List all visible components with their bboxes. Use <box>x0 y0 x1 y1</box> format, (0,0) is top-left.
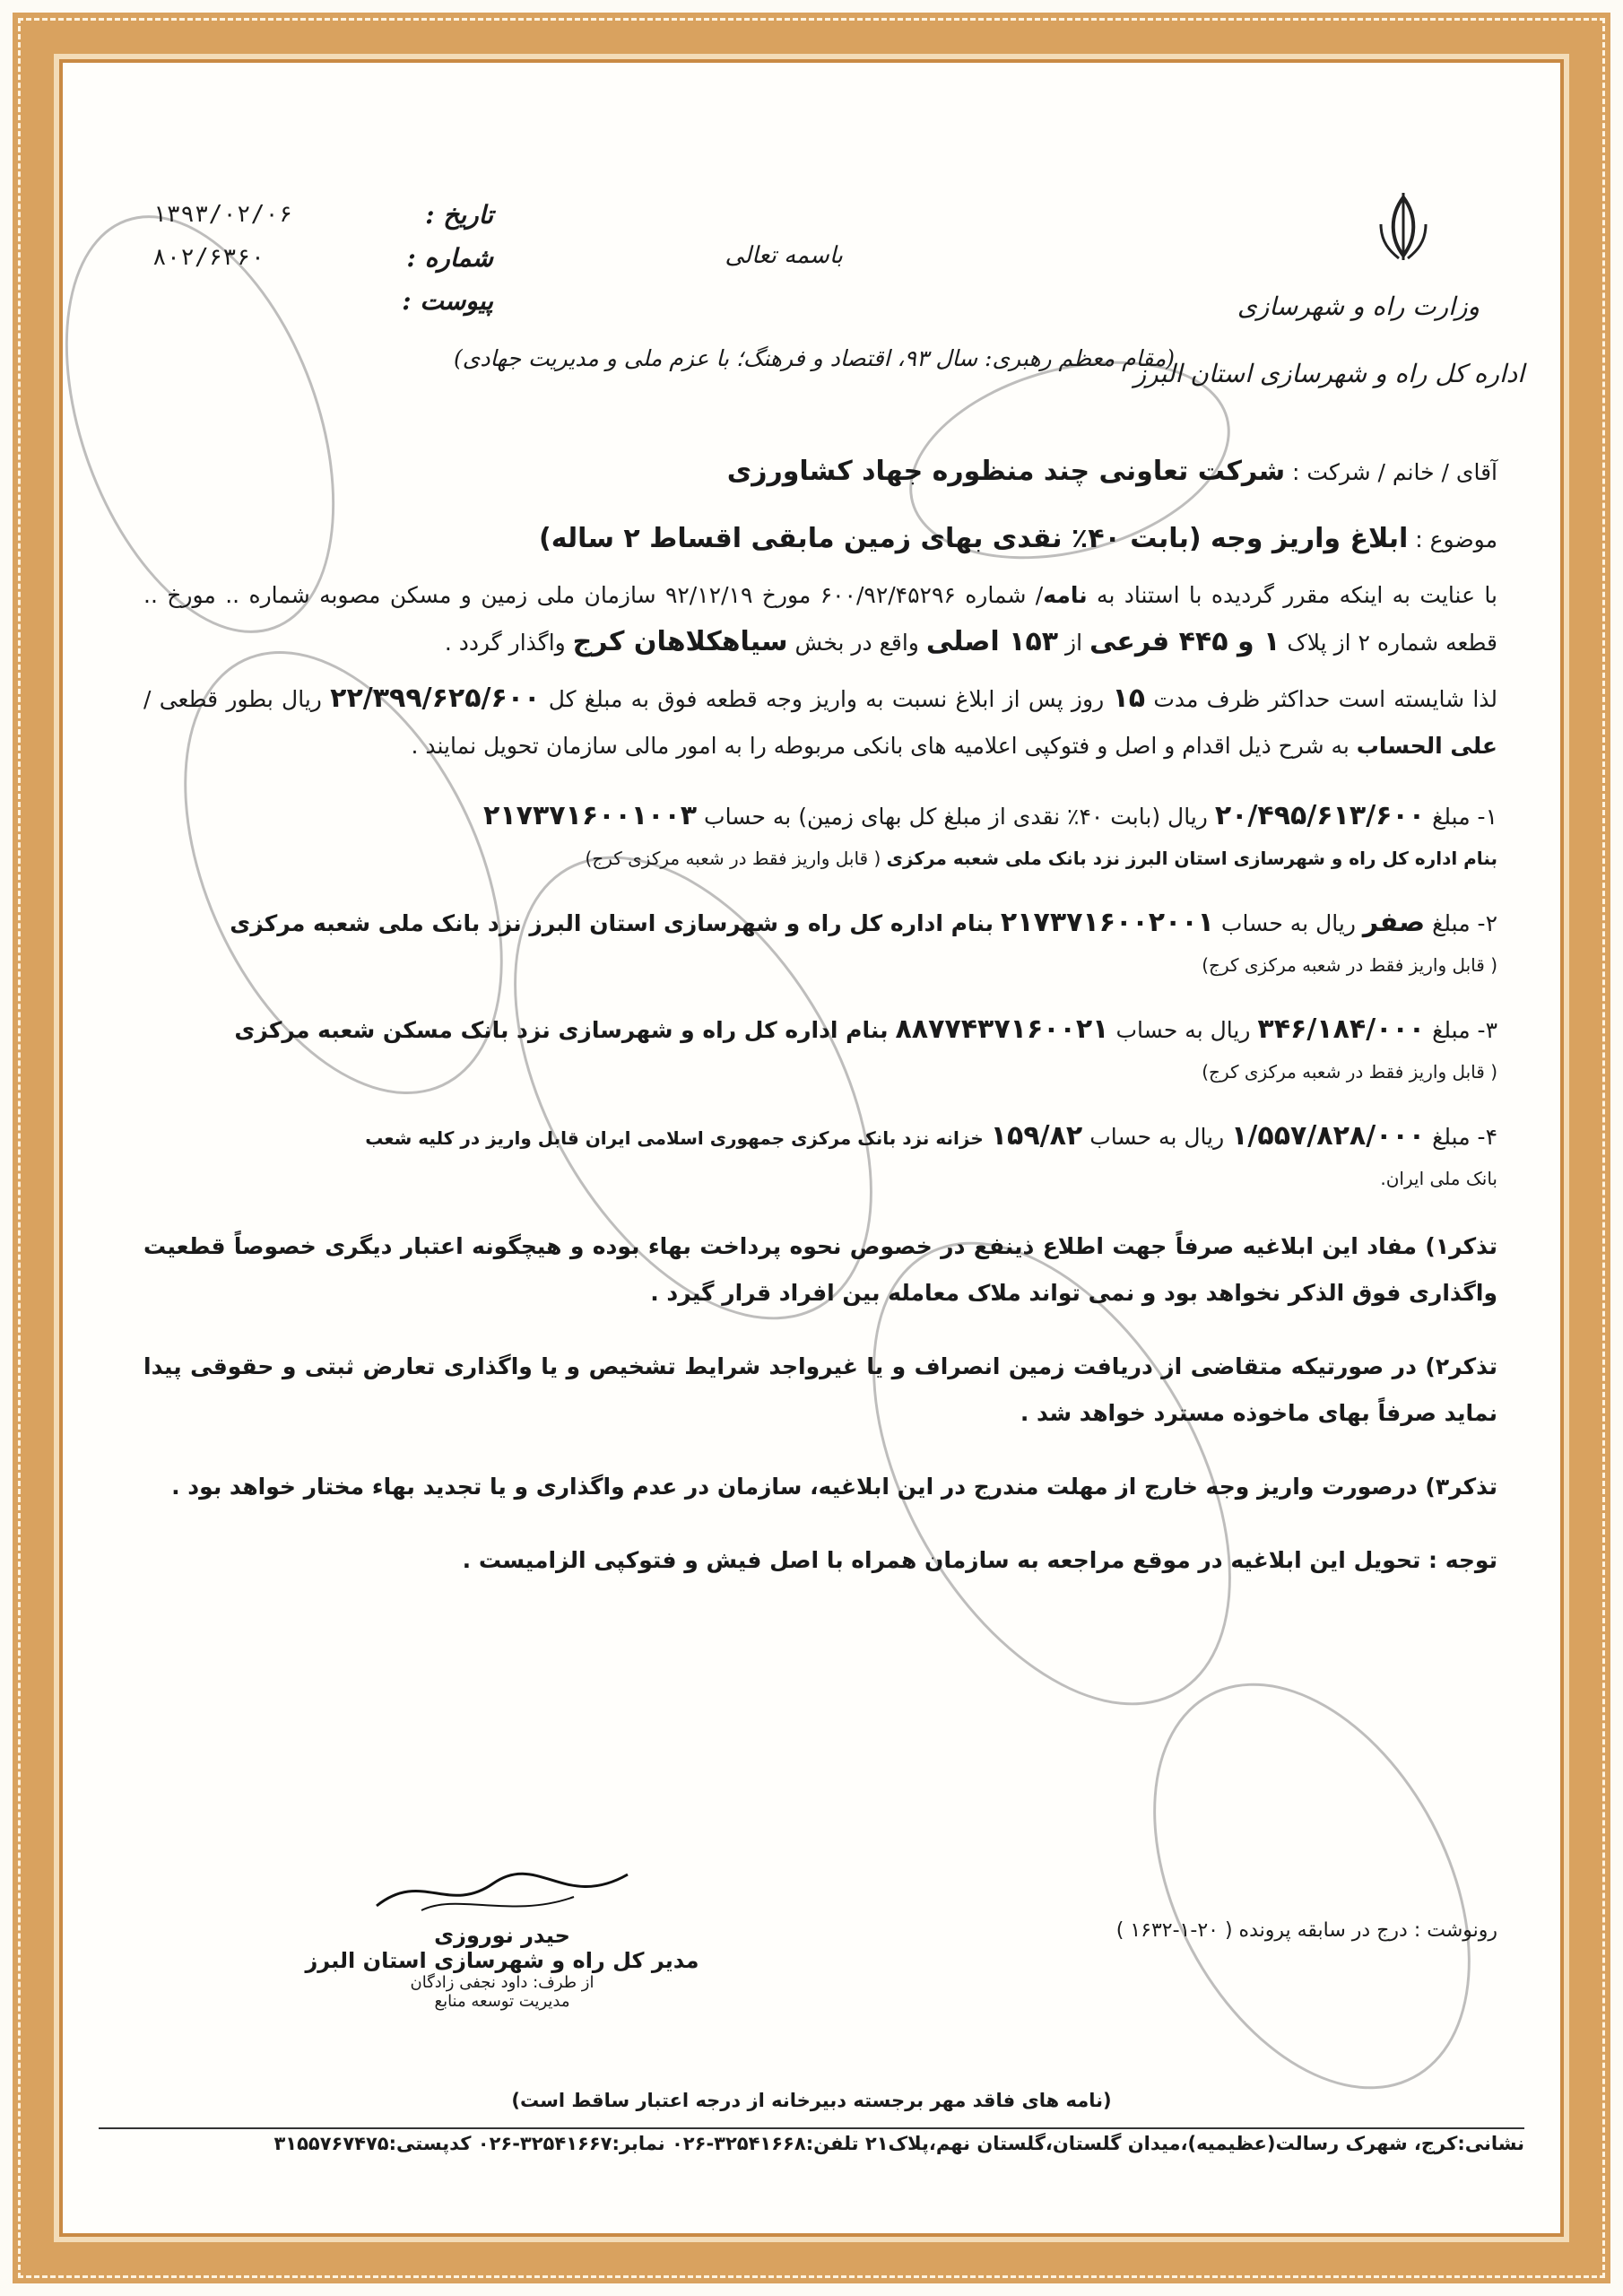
instruction-text: لذا شایسته است حداکثر ظرف مدت <box>1153 686 1498 712</box>
payment-note: ( قابل واریز فقط در شعبه مرکزی کرج) <box>1202 954 1497 976</box>
payment-account: ۱۵۹/۸۲ <box>990 1120 1083 1152</box>
payment-prefix: ۲- مبلغ <box>1432 910 1497 936</box>
letter-sheet <box>99 99 1524 2197</box>
days-count: ۱۵ <box>1112 683 1146 714</box>
intro-text: واقع در بخش <box>794 630 919 656</box>
subject-label: موضوع : <box>1415 526 1497 552</box>
letter-meta <box>152 193 493 322</box>
bakhsh-name: سیاهکلاهان کرج <box>572 626 788 657</box>
payment-prefix: ۱- مبلغ <box>1432 804 1497 830</box>
intro-nameh: نامه <box>1043 582 1088 608</box>
notice: توجه : تحویل این ابلاغیه در موقع مراجعه به سازمان همراه با اصل فیش و فتوکپی الزامیست . <box>462 1547 1497 1573</box>
number-label: شماره : <box>406 242 493 273</box>
department-name: اداره کل راه و شهرسازی استان البرز <box>1133 359 1524 388</box>
payment-item-4 <box>143 1113 1497 1196</box>
footer-address: نشانی:کرج، شهرک رسالت(عظیمیه)،میدان گلستان،گلستان نهم،پلاک۲۱ تلفن:۳۲۵۴۱۶۶۸-۰۲۶ نمابر:۳۲۵۴۱۶۶۷-۰۲۶ کدپستی:۳۱۵۵۷۶۷۴۷۵ <box>273 2133 1524 2154</box>
payment-account: ۲۱۷۳۷۱۶۰۰۱۰۰۳ <box>483 800 698 831</box>
payment-amount: ۱/۵۵۷/۸۲۸/۰۰۰ <box>1231 1120 1426 1152</box>
letter-body <box>143 448 1497 1584</box>
asli-number: ۱۵۳ اصلی <box>925 626 1059 657</box>
payment-account: ۸۸۷۷۴۳۷۱۶۰۰۲۱ <box>895 1013 1109 1045</box>
payment-amount: صفر <box>1362 907 1426 938</box>
number-value: ۸۰۲/۶۳۶۰ <box>152 244 265 271</box>
subject <box>143 516 1497 563</box>
signer-title: مدیر کل راه و شهرسازی استان البرز <box>305 1948 699 1973</box>
note-2: تذکر۲) در صورتیکه متقاضی از دریافت زمین انصراف و یا غیرواجد شرایط تشخیص و یا واگذاری تعارض ثبتی و حقوقی پیدا نماید صرفاً بهای ماخوذه مسترد خواهد شد . <box>143 1353 1497 1426</box>
note-3: تذکر۳) درصورت واریز وجه خارج از مهلت مندرج در این ابلاغیه، سازمان در عدم واگذاری و یا تجدید بهاء مختار خواهد بود . <box>171 1474 1497 1500</box>
intro-text: واگذار گردد . <box>444 630 566 656</box>
payment-item-2 <box>143 900 1497 983</box>
payment-text: ریال به حساب <box>1115 1017 1251 1043</box>
payment-note: بانک ملی ایران. <box>1380 1168 1497 1189</box>
signature-scribble-icon <box>368 1866 637 1919</box>
stamp-validity-note: (نامه های فاقد مهر برجسته دبیرخانه از درجه اعتبار ساقط است) <box>511 2090 1112 2111</box>
payment-account: ۲۱۷۳۷۱۶۰۰۲۰۰۱ <box>1000 907 1214 938</box>
signer-unit: مدیریت توسعه منابع <box>434 1992 570 2011</box>
payment-item-3 <box>143 1006 1497 1090</box>
watermark-arc <box>1089 1630 1535 2144</box>
date-row <box>152 193 493 236</box>
motto: (مقام معظم رهبری: سال ۹۳، اقتصاد و فرهنگ؛ با عزم ملی و مدیریت جهادی) <box>454 345 1175 371</box>
recipient <box>143 448 1497 496</box>
payment-bank: بنام اداره کل راه و شهرسازی استان البرز نزد بانک ملی شعبه مرکزی <box>230 910 994 936</box>
payment-amount: ۲۰/۴۹۵/۶۱۳/۶۰۰ <box>1214 800 1426 831</box>
signature-block <box>305 1866 699 2011</box>
subject-text: ابلاغ واریز وجه (بابت ۴۰٪ نقدی بهای زمین مابقی اقساط ۲ ساله) <box>539 523 1409 554</box>
total-amount: ۲۲/۳۹۹/۶۲۵/۶۰۰ <box>330 683 541 714</box>
ministry-name: وزارت راه و شهرسازی <box>1237 291 1480 321</box>
payment-item-1 <box>143 793 1497 876</box>
payment-prefix: ۴- مبلغ <box>1432 1124 1497 1150</box>
attachment-row <box>152 279 493 322</box>
iran-emblem-icon <box>1363 188 1444 269</box>
payment-bank: بنام اداره کل راه و شهرسازی استان البرز نزد بانک ملی شعبه مرکزی <box>886 848 1497 869</box>
date-value: ۱۳۹۳/۰۲/۰۶ <box>152 201 293 228</box>
payment-note: ( قابل واریز فقط در شعبه مرکزی کرج) <box>585 848 881 869</box>
instruction-text: روز پس از ابلاغ نسبت به واریز وجه قطعه فوق به مبلغ کل <box>548 686 1105 712</box>
payment-text: ریال (بابت ۴۰٪ نقدی از مبلغ کل بهای زمین) به حساب <box>704 804 1208 830</box>
number-row <box>152 236 493 279</box>
signer-by: از طرف: داود نجفی زادگان <box>410 1973 595 1992</box>
payment-note: ( قابل واریز فقط در شعبه مرکزی کرج) <box>1202 1061 1497 1083</box>
intro-text: با عنایت به اینکه مقرر گردیده با استناد به <box>1097 582 1497 608</box>
date-label: تاریخ : <box>425 199 493 230</box>
plak-number: ۱ و ۴۴۵ فرعی <box>1089 626 1280 657</box>
instruction-text: ریال بطور قطعی / <box>143 686 322 712</box>
recipient-prefix: آقای / خانم / شرکت : <box>1292 459 1497 485</box>
recipient-name: شرکت تعاونی چند منظوره جهاد کشاورزی <box>726 456 1286 487</box>
basmala: باسمه تعالی <box>725 242 843 269</box>
note-1: تذکر۱) مفاد این ابلاغیه صرفاً جهت اطلاع ذینفع در خصوص نحوه پرداخت بهاء بوده و هیچگونه اعتبار دیگری خصوصاً قطعیت واگذاری فوق الذکر نخواهد بود و نمی تواند ملاک معامله بین افراد قرار گیرد . <box>143 1233 1497 1306</box>
payment-amount: ۳۴۶/۱۸۴/۰۰۰ <box>1257 1013 1426 1045</box>
alihesab: علی الحساب <box>1356 733 1497 759</box>
footer-divider <box>99 2127 1524 2129</box>
intro-paragraph <box>143 572 1497 666</box>
attachment-label: پیوست : <box>402 285 493 316</box>
instruction-text: به شرح ذیل اقدام و اصل و فتوکپی اعلامیه های بانکی مربوطه را به امور مالی سازمان تحویل نمایند . <box>411 733 1350 759</box>
payment-bank: خزانه نزد بانک مرکزی جمهوری اسلامی ایران قابل واریز در کلیه شعب <box>365 1127 984 1149</box>
signer-name: حیدر نوروزی <box>434 1923 570 1948</box>
instruction-paragraph <box>143 675 1497 770</box>
copy-note: رونوشت : درج در سابقه پرونده ( ۲۰-۱-۱۶۳۲ ) <box>1115 1919 1497 1942</box>
intro-text: از <box>1065 630 1083 656</box>
payment-bank: بنام اداره کل راه و شهرسازی نزد بانک مسکن شعبه مرکزی <box>234 1017 889 1043</box>
payment-prefix: ۳- مبلغ <box>1432 1017 1497 1043</box>
payment-text: ریال به حساب <box>1220 910 1356 936</box>
payment-text: ریال به حساب <box>1089 1124 1225 1150</box>
intro-text: / شماره ۶۰۰/۹۲/۴۵۲۹۶ مورخ ۹۲/۱۲/۱۹ سازمان ملی زمین و مسکن مصوبه شماره .. مورخ .. قطعه شماره ۲ از پلاک <box>143 582 1497 656</box>
